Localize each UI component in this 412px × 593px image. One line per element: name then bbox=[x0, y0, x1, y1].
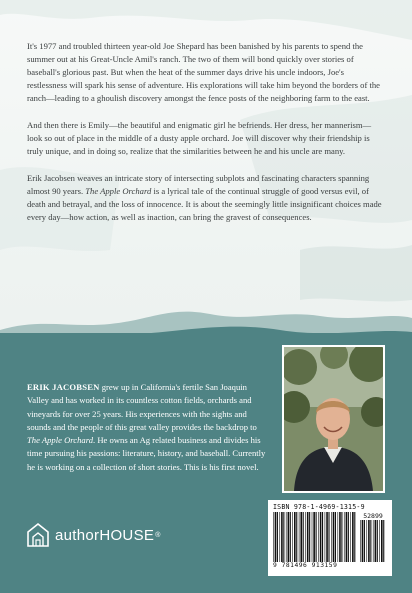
barcode-bar bbox=[377, 520, 378, 562]
barcode-bar bbox=[313, 512, 315, 562]
barcode-bar bbox=[373, 520, 374, 562]
barcode-bar bbox=[368, 520, 370, 562]
author-photo bbox=[282, 345, 385, 493]
barcode-bar bbox=[275, 512, 277, 562]
barcode-bar bbox=[286, 512, 287, 562]
barcode-bar bbox=[381, 520, 383, 562]
barcode-bar bbox=[288, 512, 290, 562]
barcode-bar bbox=[370, 520, 371, 562]
barcode-bar bbox=[283, 512, 284, 562]
authorhouse-house-icon bbox=[27, 523, 49, 547]
barcode-bar bbox=[292, 512, 293, 562]
barcode-bar bbox=[346, 512, 348, 562]
book-blurb bbox=[27, 40, 383, 238]
barcode-bar bbox=[366, 520, 367, 562]
barcode-bar bbox=[303, 512, 304, 562]
barcode-bar bbox=[344, 512, 345, 562]
barcode-bar bbox=[335, 512, 336, 562]
registered-mark: ® bbox=[155, 531, 161, 539]
barcode-bar bbox=[318, 512, 319, 562]
blurb-paragraph-2: And then there is Emily—the beautiful and enigmatic girl he befriends. Her dress, her mannerism—look so out of place in the middle of a dusty apple orchard. Joe will discover why their friendship is truly unique, and in doing so, realize that the similarities between he and his uncle are many. bbox=[27, 119, 372, 157]
barcode-bar bbox=[294, 512, 296, 562]
barcode-bar bbox=[279, 512, 280, 562]
barcode-bar bbox=[322, 512, 323, 562]
barcode-bar bbox=[360, 520, 361, 562]
barcode-bar bbox=[341, 512, 342, 562]
barcode-bar bbox=[312, 512, 313, 562]
barcode-bar bbox=[383, 520, 384, 562]
barcode-bar bbox=[362, 520, 364, 562]
barcode-bar bbox=[364, 520, 365, 562]
barcode-bar bbox=[273, 512, 274, 562]
blurb-text: Erik Jacobsen weaves an intricate story of intersecting subplots and fascinating characters spanning almost 90 years. bbox=[27, 172, 370, 196]
barcode-bar bbox=[354, 512, 355, 562]
barcode-bar bbox=[307, 512, 309, 562]
barcode-bar bbox=[338, 512, 339, 562]
barcode-bar bbox=[320, 512, 322, 562]
barcode-bar bbox=[350, 512, 351, 562]
barcode-bar bbox=[375, 520, 377, 562]
barcode-bar bbox=[309, 512, 310, 562]
price-addon-number: 52899 bbox=[363, 512, 383, 520]
bio-text: grew up in California's fertile San Joaquin Valley and has worked in its countless cotton fields, orchards and vineyards for over 25 years. His experiences with the sights and sounds and the people of this great valley provides the backdrop to bbox=[27, 382, 257, 432]
barcode-bar bbox=[305, 512, 306, 562]
barcode-bar bbox=[348, 512, 349, 562]
barcode-bar bbox=[277, 512, 278, 562]
barcode-bar bbox=[339, 512, 341, 562]
barcode-bar bbox=[352, 512, 354, 562]
publisher-name: authorHOUSE bbox=[55, 526, 155, 544]
barcode-bar bbox=[379, 520, 380, 562]
isbn-label: ISBN 978-1-4969-1315-9 bbox=[273, 503, 365, 511]
blurb-paragraph-3 bbox=[27, 172, 383, 224]
book-title: The Apple Orchard bbox=[27, 435, 94, 446]
barcode-bar bbox=[300, 512, 302, 562]
barcode-bar bbox=[325, 512, 326, 562]
barcode-bar bbox=[328, 512, 329, 562]
barcode-bar bbox=[281, 512, 283, 562]
author-bio bbox=[27, 381, 267, 474]
barcode-bar bbox=[316, 512, 317, 562]
barcode-bar bbox=[331, 512, 332, 562]
barcode-bar bbox=[333, 512, 335, 562]
barcode-bars bbox=[273, 512, 357, 562]
barcode-bar bbox=[299, 512, 300, 562]
book-title: The Apple Orchard bbox=[85, 185, 152, 196]
barcode-bar bbox=[290, 512, 291, 562]
author-name: ERIK JACOBSEN bbox=[27, 382, 100, 392]
blurb-text: is a lyrical tale of the continual struggle of good versus evil, of death and betrayal, and the loss of innocence. It is about the seemingly little insignificant choices made every day—how action, as well as inaction, can bring the gravest of consequences. bbox=[27, 185, 382, 223]
publisher-logo bbox=[27, 523, 160, 547]
barcode-bar bbox=[326, 512, 328, 562]
isbn-barcode bbox=[268, 500, 392, 576]
bio-text: . He owns an Ag related business and divides his time pursuing his passions: literature, history, and baseball. Currently he is working on a collection of short stories. This is his first novel. bbox=[27, 435, 266, 472]
ean-number: 9 781496 913159 bbox=[273, 562, 338, 569]
addon-barcode-bars bbox=[360, 520, 386, 562]
barcode-bar bbox=[296, 512, 297, 562]
blurb-paragraph-1: It's 1977 and troubled thirteen year-old Joe Shepard has been banished by his parents to spend the summer out at his Great-Uncle Amil's ranch. The two of them will bond quickly over stories of baseball's glorious past. But when the heat of the summer days drive his uncle indoors, Joe's restlessness will spark his sense of adventure. His explorations will take him beyond the borders of the ranch—leading to a ghoulish discovery amongst the fence posts of the neighboring farm to the east. bbox=[27, 41, 380, 104]
